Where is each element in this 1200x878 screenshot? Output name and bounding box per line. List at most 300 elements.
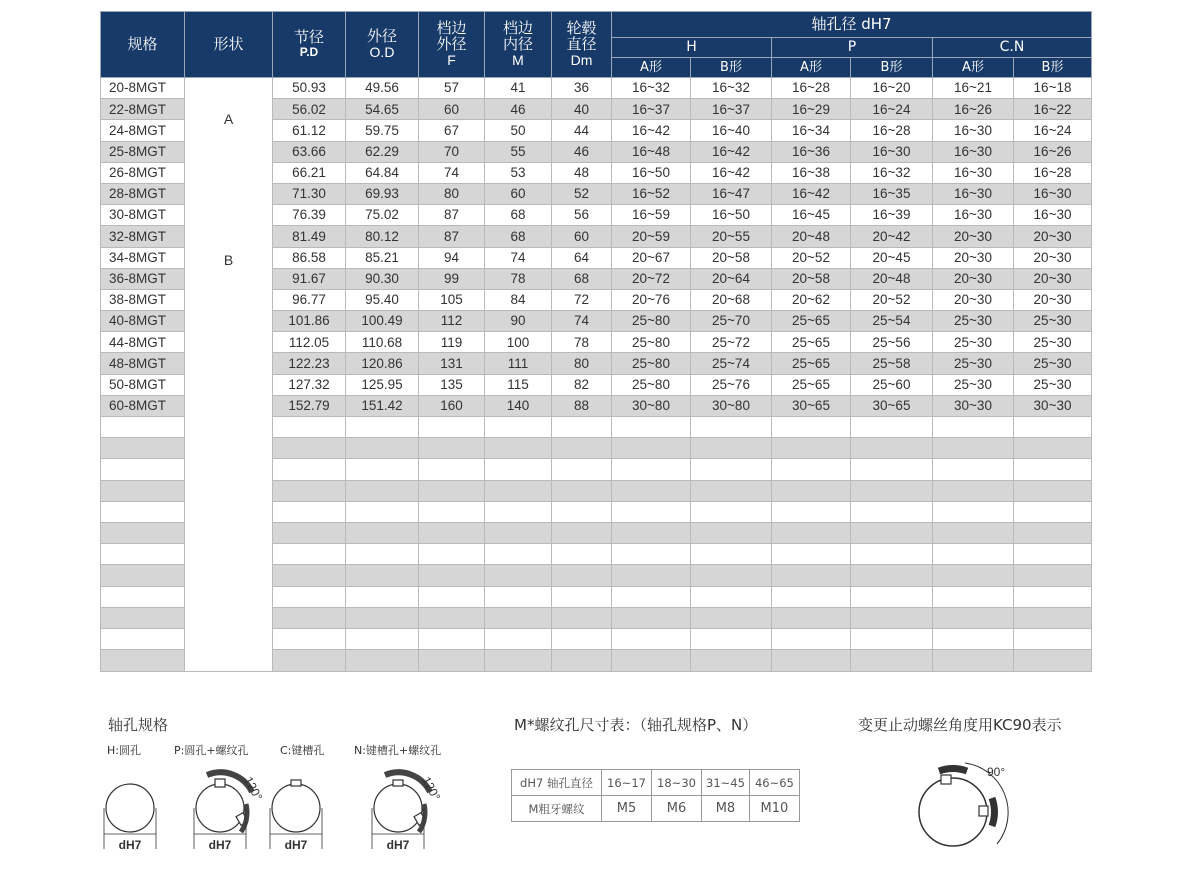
- header-od-code: O.D: [369, 44, 395, 61]
- table-cell: [933, 586, 1014, 607]
- table-cell: 16~35: [851, 183, 933, 204]
- angle-arc: [992, 798, 994, 826]
- table-cell: [691, 480, 772, 501]
- table-cell: 20~59: [612, 226, 691, 247]
- header-form: B形: [1014, 58, 1092, 78]
- table-cell: 25~30: [933, 353, 1014, 374]
- table-cell: [612, 586, 691, 607]
- table-cell: 25~58: [851, 353, 933, 374]
- spec-cell: 25-8MGT: [101, 141, 185, 162]
- table-cell: [691, 459, 772, 480]
- table-cell: 16~30: [933, 162, 1014, 183]
- table-cell: [691, 607, 772, 628]
- table-cell: [612, 480, 691, 501]
- table-cell: 16~34: [772, 120, 851, 141]
- table-cell: 20~58: [772, 268, 851, 289]
- table-cell: 99: [419, 268, 485, 289]
- table-cell: [691, 628, 772, 649]
- screw-hole: [941, 775, 951, 784]
- table-cell: 119: [419, 332, 485, 353]
- thread-title: M*螺纹孔尺寸表：（轴孔规格P、N）: [514, 716, 758, 734]
- table-cell: 16~22: [1014, 99, 1092, 120]
- table-cell: [552, 501, 612, 522]
- table-cell: [851, 586, 933, 607]
- table-cell: [772, 544, 851, 565]
- table-cell: [851, 522, 933, 543]
- table-cell: [851, 438, 933, 459]
- table-cell: [419, 628, 485, 649]
- table-cell: [346, 480, 419, 501]
- table-cell: 16~24: [1014, 120, 1092, 141]
- kc90-diagram: [905, 760, 1015, 860]
- table-cell: [1014, 650, 1092, 672]
- bore-circle: [272, 784, 320, 832]
- table-cell: [933, 480, 1014, 501]
- shape-cell: [185, 78, 273, 672]
- table-cell: 20~30: [933, 268, 1014, 289]
- table-cell: [772, 522, 851, 543]
- spec-cell: 22-8MGT: [101, 99, 185, 120]
- table-cell: 20~68: [691, 289, 772, 310]
- table-cell: 53: [485, 162, 552, 183]
- table-cell: [419, 501, 485, 522]
- spec-cell: 36-8MGT: [101, 268, 185, 289]
- table-cell: [346, 607, 419, 628]
- table-cell: [772, 501, 851, 522]
- table-cell: 64.84: [346, 162, 419, 183]
- table-cell: 16~18: [1014, 78, 1092, 99]
- spec-cell: 26-8MGT: [101, 162, 185, 183]
- table-cell: 84: [485, 289, 552, 310]
- table-cell: 25~80: [612, 311, 691, 332]
- table-cell: 75.02: [346, 205, 419, 226]
- table-cell: 16~39: [851, 205, 933, 226]
- table-cell: 30~80: [691, 395, 772, 416]
- table-cell: 68: [485, 205, 552, 226]
- dim-label: dH7: [386, 838, 410, 852]
- spec-cell: [101, 628, 185, 649]
- table-cell: 112.05: [273, 332, 346, 353]
- table-cell: [612, 544, 691, 565]
- table-cell: 120.86: [346, 353, 419, 374]
- table-cell: 16~37: [612, 99, 691, 120]
- table-cell: [273, 417, 346, 438]
- table-cell: [772, 586, 851, 607]
- table-cell: 46: [485, 99, 552, 120]
- table-cell: [691, 586, 772, 607]
- table-cell: [273, 459, 346, 480]
- table-cell: [1014, 544, 1092, 565]
- table-cell: [612, 501, 691, 522]
- table-cell: 16~20: [851, 78, 933, 99]
- table-cell: [485, 586, 552, 607]
- table-cell: [1014, 628, 1092, 649]
- table-cell: [346, 438, 419, 459]
- spec-cell: [101, 544, 185, 565]
- table-cell: [772, 650, 851, 672]
- table-cell: 16~48: [612, 141, 691, 162]
- shaft-diagrams: [96, 762, 476, 862]
- table-cell: [851, 501, 933, 522]
- table-cell: 131: [419, 353, 485, 374]
- table-cell: 20~58: [691, 247, 772, 268]
- table-cell: [772, 565, 851, 586]
- table-cell: 16~30: [1014, 183, 1092, 204]
- table-cell: 16~29: [772, 99, 851, 120]
- header-form: A形: [933, 58, 1014, 78]
- table-cell: 20~30: [1014, 226, 1092, 247]
- table-cell: 25~30: [933, 332, 1014, 353]
- table-cell: 16~32: [851, 162, 933, 183]
- table-cell: 25~76: [691, 374, 772, 395]
- header-m-line2: 内径: [502, 35, 533, 54]
- table-cell: [1014, 607, 1092, 628]
- table-body: [101, 78, 1092, 672]
- table-cell: 62.29: [346, 141, 419, 162]
- table-cell: 25~65: [772, 311, 851, 332]
- table-cell: [851, 417, 933, 438]
- table-cell: 68: [485, 226, 552, 247]
- header-pd: [273, 12, 346, 78]
- table-cell: [273, 628, 346, 649]
- table-cell: [273, 480, 346, 501]
- table-cell: 100: [485, 332, 552, 353]
- table-cell: 80: [552, 353, 612, 374]
- table-cell: 16~28: [772, 78, 851, 99]
- table-cell: 50: [485, 120, 552, 141]
- table-cell: 16~52: [612, 183, 691, 204]
- table-cell: 60: [485, 183, 552, 204]
- table-cell: 25~70: [691, 311, 772, 332]
- table-cell: 20~52: [772, 247, 851, 268]
- table-cell: 16~42: [612, 120, 691, 141]
- thread-cell: M8: [702, 796, 750, 822]
- table-cell: [346, 544, 419, 565]
- table-cell: [273, 586, 346, 607]
- spec-cell: [101, 438, 185, 459]
- thread-table: [511, 769, 800, 822]
- table-cell: 20~76: [612, 289, 691, 310]
- table-cell: [552, 628, 612, 649]
- table-cell: 16~40: [691, 120, 772, 141]
- table-cell: [485, 501, 552, 522]
- table-cell: 74: [419, 162, 485, 183]
- table-cell: [933, 501, 1014, 522]
- header-form: B形: [851, 58, 933, 78]
- table-cell: 127.32: [273, 374, 346, 395]
- table-cell: 25~30: [1014, 353, 1092, 374]
- table-cell: 60: [419, 99, 485, 120]
- table-cell: 20~48: [772, 226, 851, 247]
- table-cell: 16~30: [933, 120, 1014, 141]
- table-cell: [485, 417, 552, 438]
- table-cell: 46: [552, 141, 612, 162]
- table-cell: [419, 417, 485, 438]
- table-cell: [691, 565, 772, 586]
- table-cell: [1014, 480, 1092, 501]
- thread-cell: 31~45: [702, 770, 750, 796]
- table-cell: 16~42: [691, 141, 772, 162]
- table-cell: 16~30: [933, 183, 1014, 204]
- table-cell: [933, 607, 1014, 628]
- table-cell: 61.12: [273, 120, 346, 141]
- table-cell: 20~48: [851, 268, 933, 289]
- spec-table: [100, 11, 1092, 672]
- table-cell: 25~56: [851, 332, 933, 353]
- table-cell: [485, 522, 552, 543]
- table-cell: [485, 628, 552, 649]
- header-group-p: P: [772, 38, 933, 58]
- table-cell: [419, 522, 485, 543]
- table-cell: [552, 565, 612, 586]
- table-cell: 85.21: [346, 247, 419, 268]
- header-f-line2: 外径: [436, 35, 467, 54]
- spec-cell: [101, 586, 185, 607]
- table-cell: [346, 586, 419, 607]
- table-cell: [1014, 459, 1092, 480]
- table-cell: 25~60: [851, 374, 933, 395]
- table-cell: [851, 480, 933, 501]
- header-m-code: M: [512, 51, 524, 68]
- header-m-line1: 档边: [502, 19, 533, 38]
- table-cell: 25~30: [933, 311, 1014, 332]
- table-cell: 16~26: [1014, 141, 1092, 162]
- table-cell: 56.02: [273, 99, 346, 120]
- table-cell: 44: [552, 120, 612, 141]
- thread-cell: M6: [652, 796, 702, 822]
- table-cell: 55: [485, 141, 552, 162]
- table-cell: 25~30: [1014, 332, 1092, 353]
- table-cell: 78: [552, 332, 612, 353]
- table-cell: 91.67: [273, 268, 346, 289]
- table-cell: [552, 522, 612, 543]
- spec-cell: 20-8MGT: [101, 78, 185, 99]
- table-cell: [273, 544, 346, 565]
- header-pd-cn: 节径: [293, 28, 324, 47]
- table-cell: 90.30: [346, 268, 419, 289]
- screw-hole: [215, 779, 225, 787]
- table-cell: 105: [419, 289, 485, 310]
- table-cell: 101.86: [273, 311, 346, 332]
- table-cell: 16~30: [851, 141, 933, 162]
- table-cell: [612, 459, 691, 480]
- table-cell: [691, 522, 772, 543]
- table-cell: [552, 544, 612, 565]
- table-cell: 16~59: [612, 205, 691, 226]
- table-cell: 16~42: [772, 183, 851, 204]
- table-cell: 16~50: [691, 205, 772, 226]
- table-cell: [346, 628, 419, 649]
- thread-cell: 16~17: [602, 770, 652, 796]
- table-cell: [933, 565, 1014, 586]
- spec-cell: 60-8MGT: [101, 395, 185, 416]
- table-cell: 135: [419, 374, 485, 395]
- table-cell: 20~55: [691, 226, 772, 247]
- table-cell: 111: [485, 353, 552, 374]
- table-cell: 16~28: [851, 120, 933, 141]
- table-cell: [772, 628, 851, 649]
- spec-cell: 32-8MGT: [101, 226, 185, 247]
- keyway: [291, 780, 301, 786]
- dim-label: dH7: [284, 838, 308, 852]
- table-cell: 20~30: [933, 247, 1014, 268]
- table-cell: 16~32: [691, 78, 772, 99]
- bore-circle: [374, 784, 422, 832]
- table-cell: 152.79: [273, 395, 346, 416]
- table-cell: 16~38: [772, 162, 851, 183]
- table-cell: [691, 417, 772, 438]
- header-spec: 规格: [101, 12, 185, 78]
- table-cell: [552, 480, 612, 501]
- table-cell: [346, 459, 419, 480]
- table-cell: 16~21: [933, 78, 1014, 99]
- table-cell: 16~47: [691, 183, 772, 204]
- table-cell: [851, 607, 933, 628]
- table-cell: [419, 650, 485, 672]
- table-cell: 100.49: [346, 311, 419, 332]
- table-cell: 48: [552, 162, 612, 183]
- header-pd-code: P.D: [299, 45, 319, 60]
- header-f-code: F: [447, 51, 456, 68]
- thread-cell: dH7 轴孔直径: [512, 770, 602, 796]
- table-cell: 70: [419, 141, 485, 162]
- table-cell: 76.39: [273, 205, 346, 226]
- table-cell: [1014, 501, 1092, 522]
- spec-cell: 28-8MGT: [101, 183, 185, 204]
- spec-cell: [101, 650, 185, 672]
- header-group-cn: C.N: [933, 38, 1092, 58]
- table-cell: [612, 417, 691, 438]
- table-row: [512, 770, 800, 796]
- table-cell: 160: [419, 395, 485, 416]
- table-cell: [419, 544, 485, 565]
- thread-cell: 18~30: [652, 770, 702, 796]
- table-cell: [273, 501, 346, 522]
- table-cell: [273, 650, 346, 672]
- table-cell: [772, 607, 851, 628]
- table-cell: [691, 650, 772, 672]
- table-cell: [851, 628, 933, 649]
- table-cell: [346, 501, 419, 522]
- table-cell: 25~65: [772, 374, 851, 395]
- spec-cell: 38-8MGT: [101, 289, 185, 310]
- table-cell: 20~30: [933, 289, 1014, 310]
- table-cell: [419, 459, 485, 480]
- header-od-cn: 外径: [366, 27, 397, 46]
- table-cell: [485, 544, 552, 565]
- table-cell: 66.21: [273, 162, 346, 183]
- table-cell: 25~74: [691, 353, 772, 374]
- table-cell: 96.77: [273, 289, 346, 310]
- table-cell: 90: [485, 311, 552, 332]
- table-cell: [851, 544, 933, 565]
- table-cell: [1014, 417, 1092, 438]
- table-cell: 25~65: [772, 353, 851, 374]
- header-dm-code: Dm: [570, 51, 593, 68]
- table-cell: [273, 522, 346, 543]
- table-cell: [419, 480, 485, 501]
- table-row: [512, 796, 800, 822]
- table-cell: [552, 417, 612, 438]
- table-cell: [1014, 586, 1092, 607]
- table-cell: [273, 607, 346, 628]
- table-cell: [933, 459, 1014, 480]
- table-cell: 25~65: [772, 332, 851, 353]
- table-cell: [552, 607, 612, 628]
- table-cell: [933, 628, 1014, 649]
- table-cell: 151.42: [346, 395, 419, 416]
- table-cell: 20~30: [1014, 247, 1092, 268]
- table-cell: [552, 459, 612, 480]
- table-cell: 56: [552, 205, 612, 226]
- table-cell: 125.95: [346, 374, 419, 395]
- table-cell: 16~37: [691, 99, 772, 120]
- spec-cell: [101, 522, 185, 543]
- table-cell: 16~30: [1014, 205, 1092, 226]
- table-cell: 63.66: [273, 141, 346, 162]
- thread-cell: M5: [602, 796, 652, 822]
- table-cell: [485, 565, 552, 586]
- table-cell: [933, 522, 1014, 543]
- header-m: [485, 12, 552, 78]
- table-cell: 25~30: [933, 374, 1014, 395]
- table-cell: 30~65: [772, 395, 851, 416]
- table-cell: [691, 501, 772, 522]
- thread-cell: 46~65: [749, 770, 799, 796]
- table-cell: 122.23: [273, 353, 346, 374]
- spec-cell: 44-8MGT: [101, 332, 185, 353]
- table-cell: 88: [552, 395, 612, 416]
- header-od: [346, 12, 419, 78]
- shaft-type-c: C:键槽孔: [280, 744, 325, 757]
- table-cell: 20~30: [1014, 289, 1092, 310]
- shaft-type-n: N:键槽孔+螺纹孔: [354, 744, 442, 757]
- table-row: [101, 78, 1092, 99]
- header-group-h: H: [612, 38, 772, 58]
- table-cell: 110.68: [346, 332, 419, 353]
- spec-cell: 24-8MGT: [101, 120, 185, 141]
- table-cell: 20~72: [612, 268, 691, 289]
- table-cell: 25~54: [851, 311, 933, 332]
- table-cell: 30~65: [851, 395, 933, 416]
- table-cell: 40: [552, 99, 612, 120]
- table-cell: 87: [419, 226, 485, 247]
- shaft-title: 轴孔规格: [108, 716, 169, 734]
- thread-cell: M10: [749, 796, 799, 822]
- table-cell: [419, 607, 485, 628]
- table-cell: 52: [552, 183, 612, 204]
- table-cell: 95.40: [346, 289, 419, 310]
- table-cell: 16~26: [933, 99, 1014, 120]
- table-cell: 30~80: [612, 395, 691, 416]
- kc90-title: 变更止动螺丝角度用KC90表示: [858, 716, 1062, 734]
- table-cell: [772, 459, 851, 480]
- table-cell: 94: [419, 247, 485, 268]
- table-cell: [485, 480, 552, 501]
- table-cell: 30~30: [933, 395, 1014, 416]
- table-cell: 20~67: [612, 247, 691, 268]
- table-cell: 16~24: [851, 99, 933, 120]
- table-cell: [485, 459, 552, 480]
- spec-cell: [101, 501, 185, 522]
- table-cell: [273, 565, 346, 586]
- header-shape: 形状: [185, 12, 273, 78]
- header-bore: 轴孔径 dH7: [612, 12, 1092, 38]
- spec-cell: 48-8MGT: [101, 353, 185, 374]
- table-cell: [419, 586, 485, 607]
- table-cell: 50.93: [273, 78, 346, 99]
- bore-circle: [106, 784, 154, 832]
